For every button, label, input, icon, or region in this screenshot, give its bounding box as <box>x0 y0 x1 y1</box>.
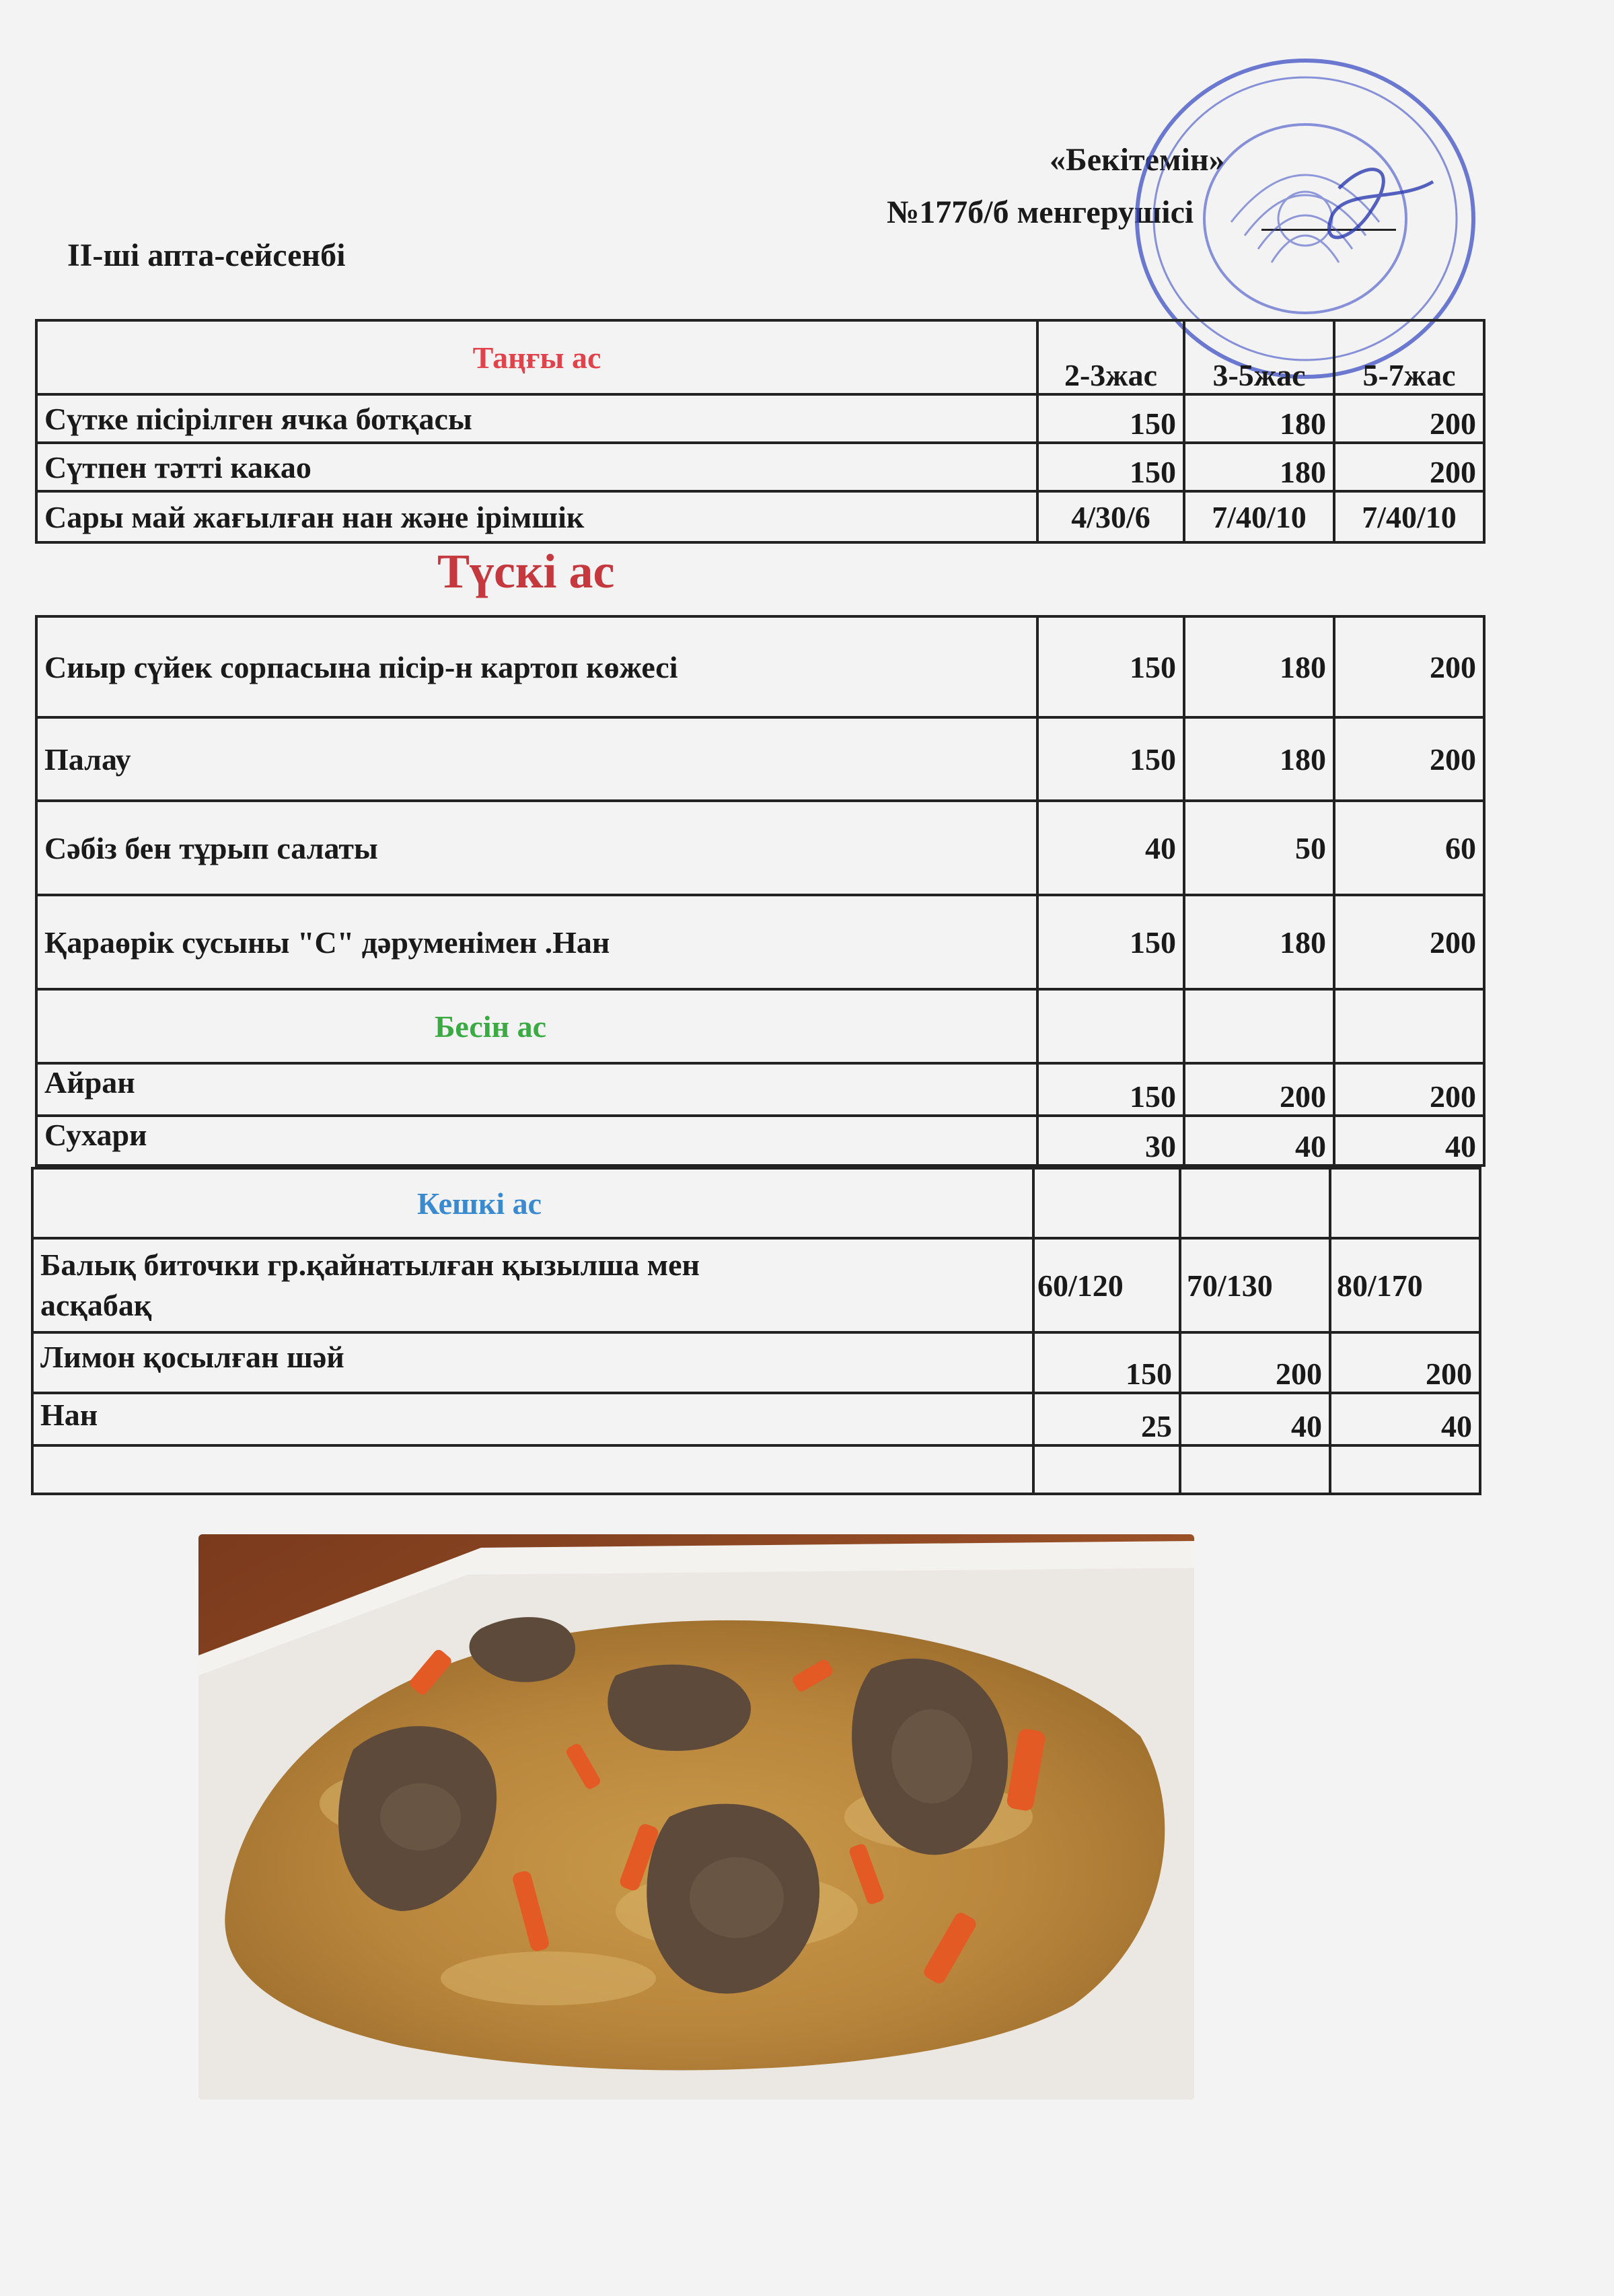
portion-value: 30 <box>1037 1116 1184 1165</box>
empty-cell <box>1330 1445 1480 1494</box>
dish-name: Сары май жағылған нан және ірімшік <box>36 491 1037 542</box>
lunch-title: Түскі ас <box>437 544 615 598</box>
portion-value: 7/40/10 <box>1334 491 1484 542</box>
table-row <box>36 1063 1484 1116</box>
portion-value: 200 <box>1334 717 1484 801</box>
empty-cell <box>1180 1168 1330 1238</box>
table-row <box>32 1445 1480 1494</box>
dinner-title: Кешкі ас <box>32 1168 1033 1238</box>
portion-value: 200 <box>1180 1332 1330 1393</box>
empty-cell <box>1033 1168 1180 1238</box>
col-header-2-3: 2-3жас <box>1037 320 1184 394</box>
portion-value: 180 <box>1184 616 1334 717</box>
breakfast-title: Таңғы ас <box>36 320 1037 394</box>
portion-value: 150 <box>1037 394 1184 443</box>
empty-cell <box>1033 1445 1180 1494</box>
portion-value: 200 <box>1334 394 1484 443</box>
portion-value: 200 <box>1330 1332 1480 1393</box>
dish-name: Палау <box>36 717 1037 801</box>
table-row <box>36 717 1484 801</box>
table-row <box>36 491 1484 542</box>
portion-value: 200 <box>1334 443 1484 491</box>
portion-value: 180 <box>1184 895 1334 989</box>
dish-name: Нан <box>32 1393 1033 1445</box>
week-day-label: ІІ-ші апта-сейсенбі <box>67 238 346 273</box>
portion-value: 150 <box>1037 616 1184 717</box>
portion-value: 80/170 <box>1330 1238 1480 1332</box>
table-row <box>32 1332 1480 1393</box>
dish-name: Лимон қосылған шәй <box>32 1332 1033 1393</box>
portion-value: 50 <box>1184 801 1334 895</box>
portion-value: 7/40/10 <box>1184 491 1334 542</box>
portion-value: 150 <box>1037 717 1184 801</box>
portion-value: 180 <box>1184 717 1334 801</box>
portion-value: 40 <box>1037 801 1184 895</box>
portion-value: 40 <box>1330 1393 1480 1445</box>
portion-value: 150 <box>1037 895 1184 989</box>
dish-name-line2: асқабақ <box>40 1288 152 1322</box>
portion-value: 25 <box>1033 1393 1180 1445</box>
portion-value: 40 <box>1184 1116 1334 1165</box>
dish-name: Сиыр сүйек сорпасына пісір-н картоп көжесі <box>36 616 1037 717</box>
pilaf-photo <box>198 1534 1194 2100</box>
breakfast-table <box>35 319 1485 544</box>
table-row <box>32 1393 1480 1445</box>
table-row <box>36 801 1484 895</box>
portion-value: 200 <box>1334 895 1484 989</box>
portion-value: 200 <box>1334 616 1484 717</box>
portion-value: 150 <box>1037 1063 1184 1116</box>
dish-name: Қараөрік сусыны "С" дәруменімен .Нан <box>36 895 1037 989</box>
portion-value: 200 <box>1184 1063 1334 1116</box>
dish-name: Айран <box>36 1063 1037 1116</box>
empty-cell <box>1330 1168 1480 1238</box>
col-header-5-7: 5-7жас <box>1334 320 1484 394</box>
dish-name: Сүтпен тәтті какао <box>36 443 1037 491</box>
portion-value: 40 <box>1180 1393 1330 1445</box>
dish-name: Сәбіз бен тұрып салаты <box>36 801 1037 895</box>
snack-title: Бесін ас <box>36 989 1037 1063</box>
portion-value: 200 <box>1334 1063 1484 1116</box>
portion-value: 180 <box>1184 443 1334 491</box>
empty-cell <box>1037 989 1184 1063</box>
portion-value: 150 <box>1037 443 1184 491</box>
dinner-table <box>31 1167 1481 1495</box>
table-row <box>36 1116 1484 1165</box>
lunch-table <box>35 615 1485 1117</box>
portion-value: 4/30/6 <box>1037 491 1184 542</box>
approval-title: «Бекітемін» <box>1050 142 1225 178</box>
approval-signatory: №177б/б менгерушісі <box>887 194 1194 230</box>
empty-cell <box>32 1445 1033 1494</box>
table-row <box>36 989 1484 1063</box>
table-row <box>36 895 1484 989</box>
col-header-3-5: 3-5жас <box>1184 320 1334 394</box>
dish-name: Сухари <box>36 1116 1037 1165</box>
empty-cell <box>1184 989 1334 1063</box>
portion-value: 150 <box>1033 1332 1180 1393</box>
dish-name <box>32 1238 1033 1332</box>
empty-cell <box>1334 989 1484 1063</box>
portion-value: 70/130 <box>1180 1238 1330 1332</box>
portion-value: 60/120 <box>1033 1238 1180 1332</box>
table-row <box>32 1238 1480 1332</box>
dish-name-line1: Балық биточки гр.қайнатылған қызылша мен <box>40 1248 700 1283</box>
portion-value: 60 <box>1334 801 1484 895</box>
empty-cell <box>1180 1445 1330 1494</box>
table-row <box>36 616 1484 717</box>
table-row <box>36 443 1484 491</box>
dish-name: Сүтке пісірілген ячка ботқасы <box>36 394 1037 443</box>
snack-extra-row <box>35 1114 1485 1167</box>
portion-value: 40 <box>1334 1116 1484 1165</box>
table-row <box>36 394 1484 443</box>
portion-value: 180 <box>1184 394 1334 443</box>
